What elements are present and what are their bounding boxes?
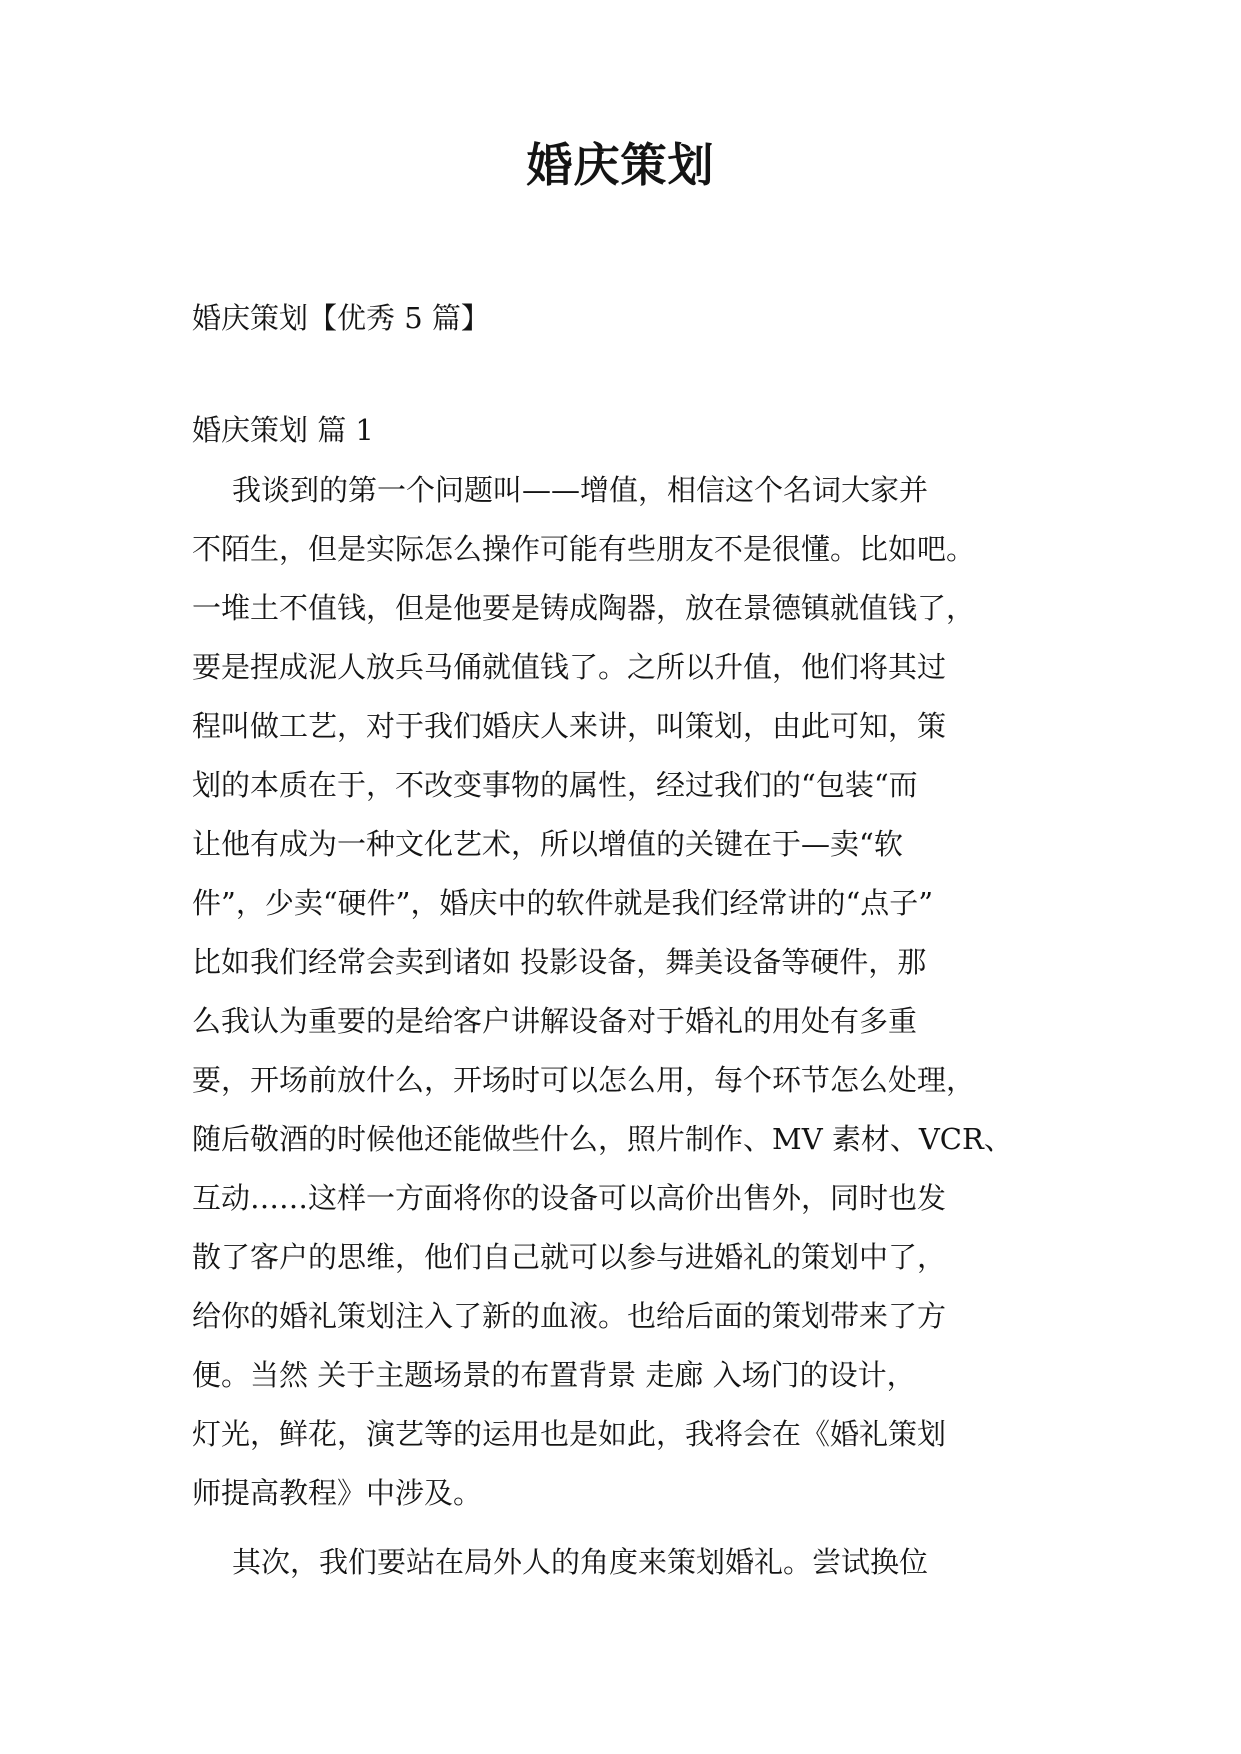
body-text-line: 随后敬酒的时候他还能做些什么，照片制作、MV 素材、VCR、 <box>192 1122 1013 1156</box>
body-text-line: 比如我们经常会卖到诸如 投影设备，舞美设备等硬件，那 <box>192 945 927 979</box>
body-text-line: 给你的婚礼策划注入了新的血液。也给后面的策划带来了方 <box>192 1299 947 1333</box>
paragraph-2 <box>192 1533 1058 1592</box>
body-text-line: 要是捏成泥人放兵马俑就值钱了。之所以升值，他们将其过 <box>192 650 947 684</box>
body-text-line: 划的本质在于，不改变事物的属性，经过我们的“包装“而 <box>192 768 918 802</box>
body-text-line: 程叫做工艺，对于我们婚庆人来讲，叫策划，由此可知，策 <box>192 709 947 743</box>
body-text-line: 互动……这样一方面将你的设备可以高价出售外，同时也发 <box>192 1181 947 1215</box>
body-text-line: 灯光，鲜花，演艺等的运用也是如此，我将会在《婚礼策划 <box>192 1417 947 1451</box>
body-text-line: 一堆土不值钱，但是他要是铸成陶器，放在景德镇就值钱了， <box>192 591 976 625</box>
body-text-line: 件”，少卖“硬件”，婚庆中的软件就是我们经常讲的“点子” <box>192 886 934 920</box>
body-text-line: 要，开场前放什么，开场时可以怎么用，每个环节怎么处理， <box>192 1063 976 1097</box>
body-text-line: 散了客户的思维，他们自己就可以参与进婚礼的策划中了， <box>192 1240 947 1274</box>
document-title: 婚庆策划 <box>526 138 715 192</box>
body-text-line: 师提高教程》中涉及。 <box>192 1476 483 1510</box>
body-text-line: 其次，我们要站在局外人的角度来策划婚礼。尝试换位 <box>232 1545 929 1579</box>
body-text-line: 便。当然 关于主题场景的布置背景 走廊 入场门的设计， <box>192 1358 916 1392</box>
section-body <box>192 461 1058 1592</box>
body-text-line: 不陌生，但是实际怎么操作可能有些朋友不是很懂。比如吧。 <box>192 532 976 566</box>
body-text-line: 么我认为重要的是给客户讲解设备对于婚礼的用处有多重 <box>192 1004 918 1038</box>
paragraph-1 <box>192 461 1058 1523</box>
document-subtitle: 婚庆策划【优秀 5 篇】 <box>192 301 490 335</box>
body-text-line: 让他有成为一种文化艺术，所以增值的关键在于—卖“软 <box>192 827 903 861</box>
section-heading: 婚庆策划 篇 1 <box>192 413 374 447</box>
body-text-line: 我谈到的第一个问题叫——增值，相信这个名词大家并 <box>232 473 929 507</box>
